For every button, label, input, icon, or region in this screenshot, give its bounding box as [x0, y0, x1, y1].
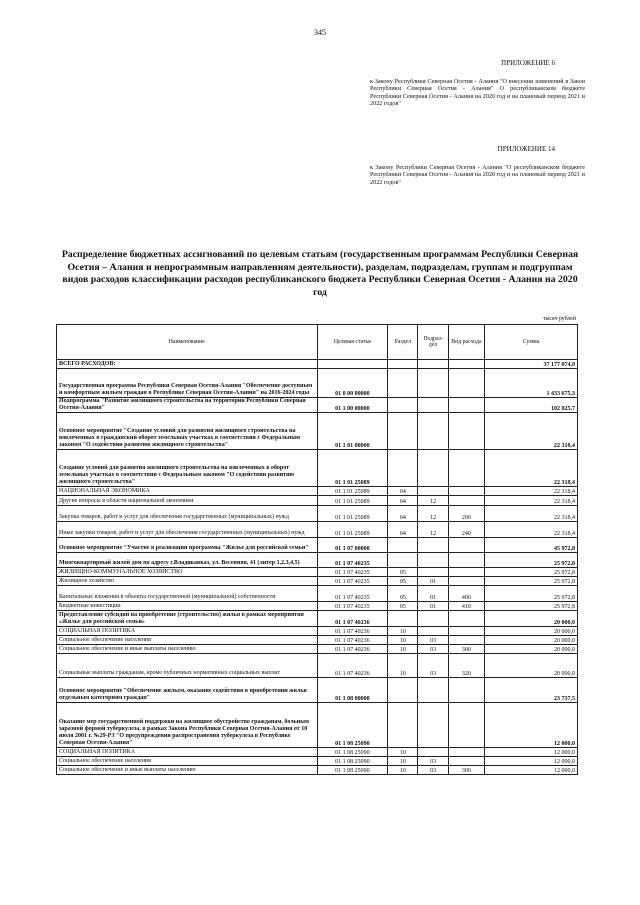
table-row	[57, 568, 578, 577]
row-section	[388, 369, 418, 398]
row-subsection	[418, 487, 448, 496]
table-row	[57, 369, 578, 398]
row-name: Создание условий для развития жилищного строительства на вовлеченных в оборот земельных участках в соответствии с Федеральным законом "О содействии развитию жилищного строительства"	[57, 450, 318, 487]
row-name: Подпрограмма "Развитие жилищного строительства на территории Республики Северная Осетия-Алания"	[57, 398, 318, 413]
row-name: ЖИЛИЩНО-КОММУНАЛЬНОЕ ХОЗЯЙСТВО	[57, 568, 318, 577]
row-amount: 12 000,0	[485, 766, 578, 775]
row-target-article	[317, 360, 388, 369]
row-subsection: 12	[418, 506, 448, 522]
table-row	[57, 757, 578, 766]
row-target-article: 01 1 01 25089	[317, 496, 388, 506]
row-name: Закупка товаров, работ и услуг для обеспечения государственных (муниципальных) нужд	[57, 506, 318, 522]
table-row	[57, 748, 578, 757]
row-subsection	[418, 538, 448, 553]
row-name: Бюджетные инвестиции	[57, 602, 318, 611]
table-row	[57, 645, 578, 654]
header-target-article: Целевая статья	[317, 325, 388, 360]
row-target-article: 01 1 07 00000	[317, 538, 388, 553]
row-amount: 22 318,4	[485, 487, 578, 496]
table-row	[57, 450, 578, 487]
row-section: 10	[388, 748, 418, 757]
appendix-14-text: к Закону Республики Северная Осетия - Алания "О республиканском бюджете Республики Северная Осетия - Алания на 2020 год и на плановый период 2021 и 2022 годов"	[370, 163, 585, 186]
row-expense-type: 300	[448, 766, 484, 775]
row-expense-type	[448, 703, 484, 748]
row-amount: 37 177 074,8	[485, 360, 578, 369]
row-section	[388, 553, 418, 568]
appendix-6-heading: ПРИЛОЖЕНИЕ 6	[501, 59, 555, 67]
row-expense-type	[448, 398, 484, 413]
row-expense-type	[448, 369, 484, 398]
row-amount: 20 000,0	[485, 627, 578, 636]
row-expense-type	[448, 678, 484, 703]
row-target-article: 01 1 07 40235	[317, 577, 388, 586]
row-name: Капитальные вложения в объекты государственной (муниципальной) собственности	[57, 586, 318, 602]
row-subsection: 03	[418, 757, 448, 766]
table-row	[57, 487, 578, 496]
table-row	[57, 398, 578, 413]
row-target-article: 01 1 07 40236	[317, 645, 388, 654]
appendix-14-heading: ПРИЛОЖЕНИЕ 14	[497, 145, 555, 153]
row-section	[388, 450, 418, 487]
table-row	[57, 611, 578, 627]
row-target-article: 01 1 07 40236	[317, 627, 388, 636]
row-expense-type	[448, 538, 484, 553]
row-amount: 22 318,4	[485, 496, 578, 506]
header-expense-type: Вид расхода	[448, 325, 484, 360]
row-name: Социальное обеспечение населения	[57, 757, 318, 766]
row-name: Иные закупки товаров, работ и услуг для обеспечения государственных (муниципальных) нужд	[57, 522, 318, 538]
row-subsection	[418, 703, 448, 748]
row-name: Основное мероприятие "Участие в реализации программы "Жилье для российской семьи"	[57, 538, 318, 553]
table-row	[57, 703, 578, 748]
document-title: Распределение бюджетных ассигнований по целевым статьям (государственным программам Республики Северная Осетия – Алания и непрограммным направлениям деятельности), разделам, подразделам, группам и подгруппам видов расходов классификации расходов республиканского бюджета Республики Северная Осетия - Алания на 2020 год	[61, 249, 579, 298]
row-name: Предоставление субсидий на приобретение (строительство) жилья в рамках мероприятия «Жилье для российской семьи»	[57, 611, 318, 627]
row-section: 10	[388, 627, 418, 636]
row-amount: 20 000,0	[485, 636, 578, 645]
row-subsection	[418, 568, 448, 577]
row-name: Социальное обеспечение и иные выплаты населению	[57, 645, 318, 654]
row-amount: 22 318,4	[485, 506, 578, 522]
row-amount: 25 972,8	[485, 553, 578, 568]
row-expense-type: 200	[448, 506, 484, 522]
row-target-article: 01 1 08 00000	[317, 678, 388, 703]
row-subsection	[418, 413, 448, 450]
table-row	[57, 678, 578, 703]
row-target-article: 01 1 01 00000	[317, 413, 388, 450]
row-amount: 25 972,8	[485, 577, 578, 586]
row-target-article: 01 1 07 40236	[317, 636, 388, 645]
row-expense-type	[448, 568, 484, 577]
row-amount: 12 000,0	[485, 757, 578, 766]
row-name: Социальное обеспечение и иные выплаты населению	[57, 766, 318, 775]
table-row	[57, 553, 578, 568]
row-subsection	[418, 627, 448, 636]
row-subsection: 03	[418, 766, 448, 775]
row-section	[388, 398, 418, 413]
table-row	[57, 577, 578, 586]
table-row	[57, 602, 578, 611]
row-name: ВСЕГО РАСХОДОВ:	[57, 360, 318, 369]
table-row	[57, 413, 578, 450]
row-section	[388, 413, 418, 450]
row-section: 10	[388, 636, 418, 645]
row-name: Оказание мер государственной поддержки на жилищное обустройство гражданам, больным заразной формой туберкулеза, в рамках Закона Республики Северная Осетия-Алания от 10 июля 2001 г. №29-РЗ "О предупреждении распространения туберкулеза в Республике Северная Осетия-Алания"	[57, 703, 318, 748]
row-subsection: 01	[418, 586, 448, 602]
row-expense-type	[448, 450, 484, 487]
row-amount: 1 433 675,3	[485, 369, 578, 398]
row-expense-type: 300	[448, 645, 484, 654]
table-row	[57, 627, 578, 636]
header-name: Наименование	[57, 325, 318, 360]
row-amount: 25 972,8	[485, 586, 578, 602]
row-section: 10	[388, 766, 418, 775]
row-subsection: 01	[418, 577, 448, 586]
row-expense-type	[448, 627, 484, 636]
row-expense-type	[448, 577, 484, 586]
row-expense-type: 240	[448, 522, 484, 538]
table-row	[57, 586, 578, 602]
row-name: Многоквартирный жилой дом по адресу г.Владикавказ, ул. Весенняя, 41 (литер 1,2,3,4,5)	[57, 553, 318, 568]
row-target-article: 01 1 08 25090	[317, 766, 388, 775]
row-expense-type: 320	[448, 654, 484, 678]
row-amount: 22 318,4	[485, 413, 578, 450]
row-subsection	[418, 748, 448, 757]
row-target-article: 01 1 01 25089	[317, 450, 388, 487]
row-amount: 12 000,0	[485, 748, 578, 757]
row-amount: 45 972,8	[485, 538, 578, 553]
table-row	[57, 522, 578, 538]
row-subsection: 12	[418, 522, 448, 538]
row-amount: 102 025,7	[485, 398, 578, 413]
row-section	[388, 360, 418, 369]
row-expense-type	[448, 757, 484, 766]
row-section: 10	[388, 654, 418, 678]
row-amount: 22 318,4	[485, 450, 578, 487]
row-name: Социальное обеспечение населения	[57, 636, 318, 645]
header-amount: Сумма	[485, 325, 578, 360]
row-target-article: 01 1 08 25090	[317, 757, 388, 766]
row-amount: 20 000,0	[485, 654, 578, 678]
row-section	[388, 611, 418, 627]
row-expense-type	[448, 360, 484, 369]
row-subsection	[418, 678, 448, 703]
table-row	[57, 538, 578, 553]
appendix-6	[370, 60, 585, 108]
row-section	[388, 703, 418, 748]
row-subsection	[418, 369, 448, 398]
row-expense-type	[448, 496, 484, 506]
row-target-article: 01 1 08 25090	[317, 748, 388, 757]
row-target-article: 01 1 08 25090	[317, 703, 388, 748]
row-target-article: 01 1 07 40235	[317, 602, 388, 611]
row-section: 05	[388, 602, 418, 611]
row-section: 04	[388, 496, 418, 506]
row-subsection	[418, 360, 448, 369]
row-amount: 25 972,8	[485, 602, 578, 611]
appendix-6-text: к Закону Республики Северная Осетия - Алания "О внесении изменений в Закон Республики Северная Осетия - Алания" О республиканском бюджете Республики Северная Осетия - Алания на 2020 год и на плановый период 2021 и 2022 годов"	[370, 77, 585, 108]
row-subsection	[418, 553, 448, 568]
row-expense-type: 400	[448, 586, 484, 602]
row-subsection: 01	[418, 602, 448, 611]
row-name: СОЦИАЛЬНАЯ ПОЛИТИКА	[57, 748, 318, 757]
row-amount: 12 000,0	[485, 703, 578, 748]
row-target-article: 01 1 07 40235	[317, 568, 388, 577]
table-row	[57, 654, 578, 678]
row-expense-type	[448, 487, 484, 496]
row-amount: 23 737,5	[485, 678, 578, 703]
budget-table	[56, 324, 578, 775]
row-subsection	[418, 450, 448, 487]
row-section	[388, 678, 418, 703]
row-target-article: 01 1 01 25089	[317, 487, 388, 496]
row-section: 05	[388, 586, 418, 602]
table-row	[57, 766, 578, 775]
row-subsection	[418, 611, 448, 627]
row-section	[388, 538, 418, 553]
row-name: СОЦИАЛЬНАЯ ПОЛИТИКА	[57, 627, 318, 636]
row-section: 04	[388, 522, 418, 538]
row-subsection: 03	[418, 654, 448, 678]
row-amount: 22 318,4	[485, 522, 578, 538]
row-target-article: 01 1 07 40236	[317, 611, 388, 627]
row-section: 04	[388, 487, 418, 496]
row-expense-type	[448, 553, 484, 568]
units-label: тысяч рублей	[542, 316, 576, 322]
row-expense-type	[448, 748, 484, 757]
row-target-article: 01 1 07 40235	[317, 586, 388, 602]
row-name: Жилищное хозяйство	[57, 577, 318, 586]
header-subsection: Подраз-дел	[418, 325, 448, 360]
row-name: Другие вопросы в области национальной экономики	[57, 496, 318, 506]
row-subsection	[418, 398, 448, 413]
row-amount: 20 000,0	[485, 645, 578, 654]
table-header-row	[57, 325, 578, 360]
row-target-article: 01 0 00 00000	[317, 369, 388, 398]
table-row	[57, 636, 578, 645]
row-subsection: 12	[418, 496, 448, 506]
page-number: 345	[314, 28, 326, 37]
row-name: Основное мероприятие "Создание условий для развития жилищного строительства на вовлеченных в гражданский оборот земельных участках в соответствии с Федеральным законом "О содействии развитию жилищного строительства"	[57, 413, 318, 450]
row-name: Основное мероприятие "Обеспечение жильем, оказание содействия в приобретении жилья отдельным категориям граждан"	[57, 678, 318, 703]
table-row	[57, 496, 578, 506]
row-name: Государственная программа Республики Северная Осетия-Алания "Обеспечение доступным и комфортным жильем граждан в Республике Северная Осетия-Алания" на 2016-2024 годы	[57, 369, 318, 398]
table-row	[57, 360, 578, 369]
table-row	[57, 506, 578, 522]
row-expense-type	[448, 611, 484, 627]
row-subsection: 03	[418, 645, 448, 654]
appendix-14	[370, 146, 585, 186]
row-amount: 25 972,8	[485, 568, 578, 577]
row-subsection: 03	[418, 636, 448, 645]
row-target-article: 01 1 07 40235	[317, 553, 388, 568]
row-section: 05	[388, 577, 418, 586]
row-amount: 20 000,0	[485, 611, 578, 627]
row-section: 10	[388, 757, 418, 766]
row-section: 04	[388, 506, 418, 522]
row-expense-type	[448, 413, 484, 450]
row-expense-type: 410	[448, 602, 484, 611]
row-target-article: 01 1 00 00000	[317, 398, 388, 413]
row-target-article: 01 1 07 40236	[317, 654, 388, 678]
row-target-article: 01 1 01 25089	[317, 522, 388, 538]
row-name: Социальные выплаты гражданам, кроме публичных нормативных социальных выплат	[57, 654, 318, 678]
row-section: 10	[388, 645, 418, 654]
row-expense-type	[448, 636, 484, 645]
row-name: НАЦИОНАЛЬНАЯ ЭКОНОМИКА	[57, 487, 318, 496]
header-section: Раздел	[388, 325, 418, 360]
row-section: 05	[388, 568, 418, 577]
row-target-article: 01 1 01 25089	[317, 506, 388, 522]
